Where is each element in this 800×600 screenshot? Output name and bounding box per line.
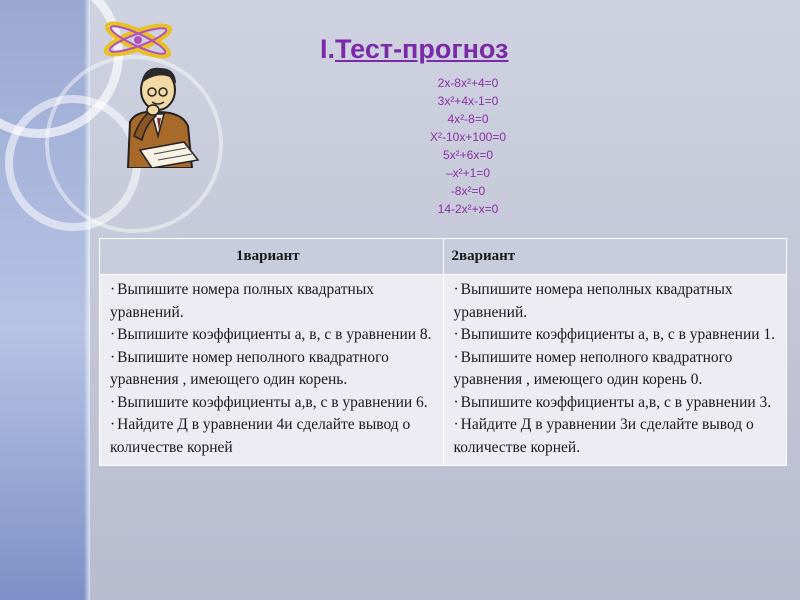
bullet: · — [110, 281, 116, 298]
task-text: Выпишите коэффициенты а,в, с в уравнении 6. — [117, 393, 428, 411]
variant-2-cell — [443, 275, 787, 466]
equation-item: 5x²+6x=0 — [442, 148, 494, 162]
task-text: Выпишите коэффициенты а, в, с в уравнении 8. — [117, 326, 432, 343]
bullet: · — [110, 326, 116, 343]
title-text: Тест-прогноз — [335, 34, 509, 64]
thinking-man-clipart-icon — [100, 18, 215, 168]
task-text: Выпишите номера полных квадратных уравнений. — [110, 281, 374, 321]
bullet: · — [453, 326, 459, 343]
variant-2-task-list — [454, 279, 777, 459]
task-text: Найдите Д в уравнении 4и сделайте вывод о количестве корней — [110, 416, 411, 456]
task-text: Выпишите номер неполного квадратного уравнения , имеющего один корень. — [110, 348, 389, 388]
table-row — [100, 275, 787, 466]
task-text: Выпишите номер неполного квадратного уравнения , имеющего один корень 0. — [453, 348, 733, 388]
bullet: · — [110, 393, 116, 411]
task-item — [454, 414, 777, 459]
equation-item: 4x²-8=0 — [447, 112, 489, 126]
task-text: Выпишите коэффициенты а,в, с в уравнении 3. — [460, 393, 772, 411]
equation-item: X²-10x+100=0 — [429, 130, 507, 144]
equation-item: –x²+1=0 — [445, 166, 491, 180]
bullet: · — [110, 348, 116, 366]
equation-item: 3x²+4x-1=0 — [437, 94, 499, 108]
equation-item: 14-2x²+x=0 — [437, 202, 499, 216]
task-item — [454, 279, 777, 324]
task-item — [110, 414, 433, 459]
task-text: Выпишите номера неполных квадратных уравнений. — [453, 281, 733, 321]
task-item — [110, 392, 433, 415]
variant-1-task-list — [110, 279, 433, 459]
bullet: · — [453, 416, 459, 433]
variant-1-cell — [100, 275, 444, 466]
task-item — [454, 392, 777, 415]
task-item — [454, 324, 777, 347]
equation-item: 2x-8x²+4=0 — [437, 76, 499, 90]
variants-table — [99, 238, 787, 466]
slide-title — [320, 34, 508, 65]
bullet: · — [453, 348, 459, 366]
bullet: · — [110, 416, 116, 433]
variant-1-header: 1вариант — [100, 239, 444, 275]
task-item — [454, 347, 777, 392]
task-text: Выпишите коэффициенты а, в, с в уравнении 1. — [460, 326, 776, 343]
equation-list — [398, 74, 538, 218]
bullet: · — [453, 393, 459, 411]
table-header-row — [100, 239, 787, 275]
task-item — [110, 324, 433, 347]
task-item — [110, 347, 433, 392]
equation-item: -8x²=0 — [450, 184, 486, 198]
title-number: I. — [320, 34, 336, 64]
variant-2-header: 2вариант — [443, 239, 787, 275]
task-text: Найдите Д в уравнении 3и сделайте вывод о количестве корней. — [453, 416, 754, 456]
task-item — [110, 279, 433, 324]
bullet: · — [453, 281, 459, 298]
